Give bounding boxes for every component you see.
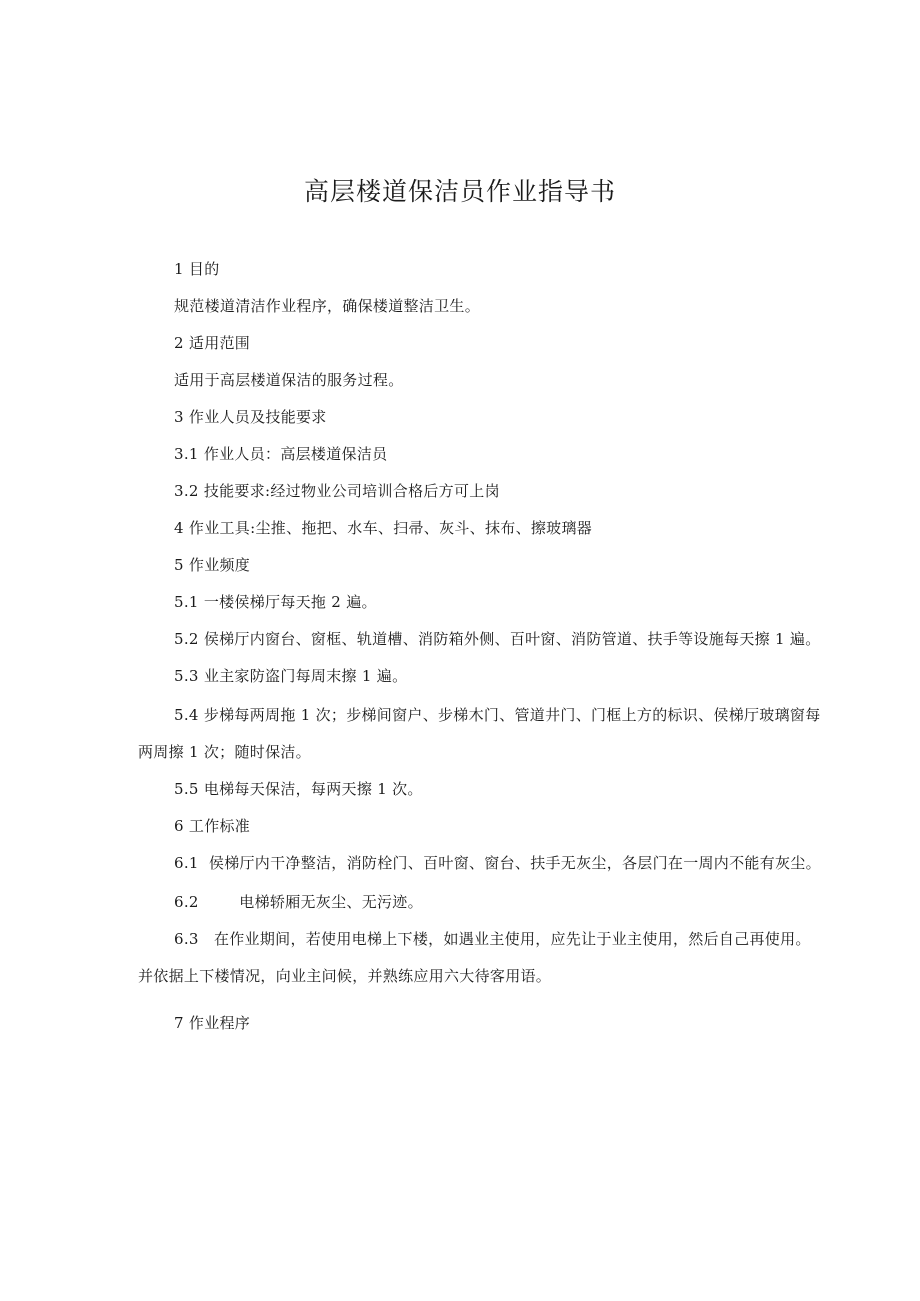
document-title: 高层楼道保洁员作业指导书 bbox=[303, 177, 616, 206]
section-heading-standards: 6 工作标准 bbox=[174, 817, 251, 835]
paragraph: 5.2 侯梯厅内窗台、窗框、轨道槽、消防箱外侧、百叶窗、消防管道、扶手等设施每天擦 1 遍。 bbox=[174, 630, 821, 648]
paragraph: 5.1 一楼侯梯厅每天拖 2 遍。 bbox=[174, 593, 377, 611]
paragraph: 5.3 业主家防盗门每周末擦 1 遍。 bbox=[174, 667, 408, 685]
section-heading-tools: 4 作业工具:尘推、拖把、水车、扫帚、灰斗、抹布、擦玻璃器 bbox=[174, 519, 593, 537]
paragraph-continuation: 并依据上下楼情况，向业主问候，并熟练应用六大待客用语。 bbox=[138, 967, 552, 985]
paragraph: 规范楼道清洁作业程序，确保楼道整洁卫生。 bbox=[174, 297, 481, 315]
section-heading-scope: 2 适用范围 bbox=[174, 334, 251, 352]
section-heading-purpose: 1 目的 bbox=[174, 260, 220, 278]
paragraph: 6.2 电梯轿厢无灰尘、无污迹。 bbox=[174, 893, 423, 911]
paragraph: 6.1 侯梯厅内干净整洁，消防栓门、百叶窗、窗台、扶手无灰尘，各层门在一周内不能有灰尘。 bbox=[174, 854, 821, 872]
paragraph: 5.5 电梯每天保洁，每两天擦 1 次。 bbox=[174, 780, 423, 798]
section-heading-personnel: 3 作业人员及技能要求 bbox=[174, 408, 327, 426]
paragraph: 5.4 步梯每两周拖 1 次；步梯间窗户、步梯木门、管道井门、门框上方的标识、侯梯厅玻璃窗每 bbox=[174, 706, 821, 724]
paragraph: 3.1 作业人员：高层楼道保洁员 bbox=[174, 445, 388, 463]
paragraph: 6.3 在作业期间，若使用电梯上下楼，如遇业主使用，应先让于业主使用，然后自己再使用。 bbox=[174, 930, 811, 948]
paragraph: 3.2 技能要求:经过物业公司培训合格后方可上岗 bbox=[174, 482, 500, 500]
section-heading-frequency: 5 作业频度 bbox=[174, 556, 251, 574]
section-heading-procedure: 7 作业程序 bbox=[174, 1014, 251, 1032]
paragraph: 适用于高层楼道保洁的服务过程。 bbox=[174, 371, 404, 389]
paragraph-continuation: 两周擦 1 次；随时保洁。 bbox=[138, 743, 311, 761]
